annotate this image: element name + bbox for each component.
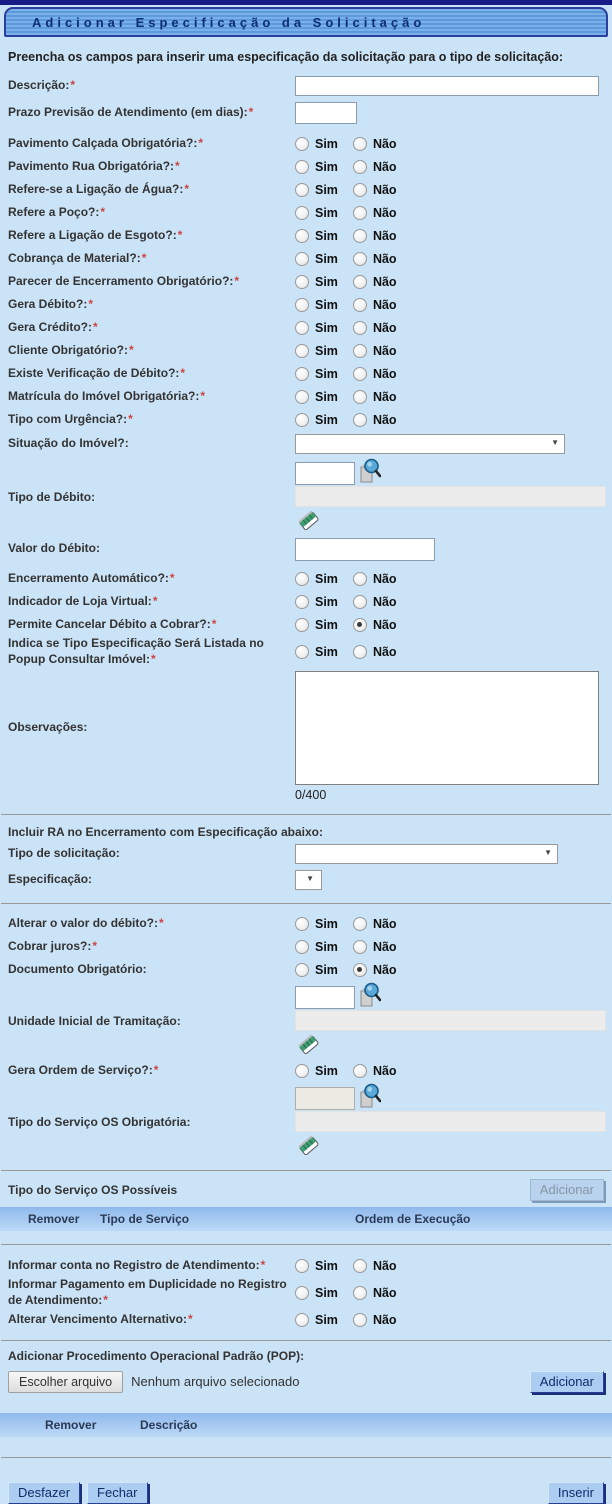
radio-sim[interactable] — [295, 645, 309, 659]
desfazer-button[interactable]: Desfazer — [8, 1482, 80, 1504]
required-asterisk: * — [234, 273, 240, 288]
especificacao-select[interactable] — [295, 870, 322, 890]
field-row: Alterar o valor do débito?:* Sim Não — [8, 915, 397, 931]
field-row: Refere a Poço?:* Sim Não — [8, 204, 397, 220]
required-asterisk: * — [100, 204, 106, 219]
field-row-tipo-debito — [0, 457, 612, 535]
section-title-incluir-ra: Incluir RA no Encerramento com Especificação abaixo: — [8, 825, 323, 839]
required-asterisk: * — [177, 227, 183, 242]
field-label: Informar Pagamento em Duplicidade no Registro de Atendimento: — [8, 1277, 287, 1307]
field-label: Existe Verificação de Débito?: — [8, 365, 180, 380]
eraser-icon[interactable] — [298, 1134, 606, 1158]
radio-sim[interactable] — [295, 137, 309, 151]
field-row: Gera Crédito?:* Sim Não — [8, 319, 397, 335]
tipo-debito-name-field — [295, 486, 606, 507]
radio-nao[interactable] — [353, 275, 367, 289]
chevron-down-icon: ▼ — [551, 438, 559, 447]
adicionar-pop-button[interactable]: Adicionar — [530, 1371, 604, 1393]
column-header-remover: Remover — [28, 1212, 80, 1226]
field-row-especificacao — [0, 867, 612, 893]
radio-nao[interactable] — [353, 1286, 367, 1300]
radio-sim[interactable] — [295, 1064, 309, 1078]
required-asterisk: * — [70, 78, 76, 93]
required-asterisk: * — [175, 158, 180, 173]
radio-sim[interactable] — [295, 1313, 309, 1327]
field-row-tipo-os — [0, 1082, 612, 1160]
pop-file-row — [0, 1371, 612, 1393]
field-row-valor-debito — [0, 535, 612, 563]
field-row: Pavimento Rua Obrigatória?:* Sim Não — [8, 158, 397, 174]
radio-nao[interactable] — [353, 321, 367, 335]
field-label: Especificação: — [8, 872, 93, 887]
field-label: Tipo do Serviço OS Obrigatória: — [8, 1115, 191, 1129]
radio-nao[interactable] — [353, 1064, 367, 1078]
field-label: Indica se Tipo Especificação Será Listada no Popup Consultar Imóvel: — [8, 636, 264, 666]
radio-nao[interactable] — [353, 229, 367, 243]
field-row: Documento Obrigatório: Sim Não — [8, 961, 397, 977]
field-row-gera-os: Gera Ordem de Serviço?:* Sim Não — [8, 1062, 397, 1078]
char-counter: 0/400 — [295, 788, 327, 802]
field-row-descricao — [0, 74, 612, 98]
radio-nao[interactable] — [353, 206, 367, 220]
field-row-situacao — [0, 431, 612, 457]
field-row: Gera Débito?:* Sim Não — [8, 296, 397, 312]
field-label: Refere a Ligação de Esgoto?: — [8, 227, 177, 242]
field-row-prazo — [0, 98, 612, 128]
field-row: Cobrança de Material?:* Sim Não — [8, 250, 397, 266]
field-label: Pavimento Rua Obrigatória?: — [8, 158, 175, 173]
radio-nao[interactable] — [353, 940, 367, 954]
radio-sim[interactable] — [295, 298, 309, 312]
field-label: Indicador de Loja Virtual: — [8, 593, 152, 608]
inserir-button[interactable]: Inserir — [548, 1482, 604, 1504]
required-asterisk: * — [129, 342, 134, 357]
chevron-down-icon: ▼ — [306, 874, 314, 883]
section-divider — [1, 1340, 611, 1341]
required-asterisk: * — [184, 181, 190, 196]
eraser-icon[interactable] — [298, 1033, 606, 1057]
radio-nao[interactable] — [353, 367, 367, 381]
column-header-tipo-servico: Tipo de Serviço — [100, 1212, 190, 1226]
field-label: Tipo de solicitação: — [8, 846, 120, 861]
observacoes-textarea[interactable] — [295, 671, 599, 785]
tipo-debito-code-input[interactable] — [295, 462, 355, 485]
radio-nao[interactable] — [353, 917, 367, 931]
radio-sim[interactable] — [295, 344, 309, 358]
radio-sim[interactable] — [295, 572, 309, 586]
field-row: Cobrar juros?:* Sim Não — [8, 938, 397, 954]
required-asterisk: * — [152, 593, 158, 608]
radio-sim[interactable] — [295, 917, 309, 931]
field-row: Existe Verificação de Débito?:* Sim Não — [8, 365, 397, 381]
field-row: Informar Pagamento em Duplicidade no Registro de Atendimento:* Sim Não — [8, 1277, 397, 1307]
radio-nao[interactable] — [353, 183, 367, 197]
field-row: Matrícula do Imóvel Obrigatória?:* Sim Não — [8, 388, 397, 404]
required-asterisk: * — [128, 411, 133, 426]
required-asterisk: * — [153, 1062, 159, 1077]
radio-label-nao: Não — [372, 136, 397, 151]
required-asterisk: * — [169, 570, 175, 585]
required-asterisk: * — [88, 296, 94, 311]
radio-sim[interactable] — [295, 618, 309, 632]
field-row: Permite Cancelar Débito a Cobrar?:* Sim Não — [8, 616, 397, 632]
required-asterisk: * — [211, 616, 217, 631]
radio-sim[interactable] — [295, 1259, 309, 1273]
required-asterisk: * — [248, 105, 254, 120]
radio-nao[interactable] — [353, 137, 367, 151]
field-row: Indica se Tipo Especificação Será Listada no Popup Consultar Imóvel:* Sim Não — [8, 636, 397, 666]
field-label: Pavimento Calçada Obrigatória?: — [8, 135, 198, 150]
field-row-observacoes — [0, 670, 612, 786]
magnifier-icon[interactable] — [358, 982, 381, 1009]
radio-nao[interactable] — [353, 298, 367, 312]
required-asterisk: * — [141, 250, 147, 265]
field-label: Situação do Imóvel?: — [8, 436, 129, 451]
required-asterisk: * — [151, 652, 156, 666]
page-title: Adicionar Especificação da Solicitação — [32, 14, 426, 30]
required-asterisk: * — [187, 1311, 193, 1326]
radio-nao[interactable] — [353, 645, 367, 659]
field-row-tipo-solicitacao — [0, 841, 612, 867]
field-label: Encerramento Automático?: — [8, 570, 169, 585]
field-label: Tipo com Urgência?: — [8, 411, 128, 426]
radio-sim[interactable] — [295, 390, 309, 404]
field-row: Encerramento Automático?:* Sim Não — [8, 570, 397, 586]
field-row: Informar conta no Registro de Atendimento:* Sim Não — [8, 1257, 397, 1273]
required-asterisk: * — [180, 365, 186, 380]
field-row: Refere a Ligação de Esgoto?:* Sim Não — [8, 227, 397, 243]
top-blue-bar — [0, 0, 612, 5]
section-title-pop: Adicionar Procedimento Operacional Padrão (POP): — [8, 1349, 305, 1364]
fechar-button[interactable]: Fechar — [87, 1482, 147, 1504]
adicionar-os-button[interactable]: Adicionar — [530, 1179, 604, 1201]
field-row-unidade — [0, 981, 612, 1059]
section-divider — [1, 1170, 611, 1171]
radio-nao[interactable] — [353, 1313, 367, 1327]
radio-sim[interactable] — [295, 940, 309, 954]
radio-nao[interactable] — [353, 252, 367, 266]
field-row: Alterar Vencimento Alternativo:* Sim Não — [8, 1311, 397, 1327]
field-label: Gera Crédito?: — [8, 319, 93, 334]
field-row: Refere-se a Ligação de Água?:* Sim Não — [8, 181, 397, 197]
required-asterisk: * — [260, 1257, 266, 1272]
radio-nao[interactable] — [353, 413, 367, 427]
field-row: Parecer de Encerramento Obrigatório?:* Sim Não — [8, 273, 397, 289]
intro-text: Preencha os campos para inserir uma especificação da solicitação para o tipo de solicitação: — [8, 50, 564, 64]
section-title-os-possiveis: Tipo do Serviço OS Possíveis — [8, 1183, 178, 1197]
pop-table-header — [0, 1413, 612, 1437]
radio-sim[interactable] — [295, 183, 309, 197]
field-label: Observações: — [8, 720, 88, 735]
field-label: Alterar o valor do débito?: — [8, 915, 159, 930]
required-asterisk: * — [200, 388, 206, 403]
field-label: Documento Obrigatório: — [8, 961, 147, 976]
radio-sim[interactable] — [295, 963, 309, 977]
radio-sim[interactable] — [295, 367, 309, 381]
field-label: Descrição: — [8, 78, 70, 93]
radio-sim[interactable] — [295, 595, 309, 609]
field-label: Unidade Inicial de Tramitação: — [8, 1014, 181, 1028]
os-table-header — [0, 1207, 612, 1231]
file-status-text: Nenhum arquivo selecionado — [131, 1374, 300, 1390]
field-label: Refere-se a Ligação de Água?: — [8, 181, 184, 196]
magnifier-icon[interactable] — [358, 1083, 381, 1110]
unidade-name-field — [295, 1010, 606, 1031]
valor-debito-input[interactable] — [295, 538, 435, 561]
radio-label-sim: Sim — [315, 136, 338, 151]
descricao-input[interactable] — [295, 76, 599, 96]
field-label: Informar conta no Registro de Atendimento: — [8, 1257, 260, 1272]
radio-nao[interactable] — [353, 160, 367, 174]
radio-sim[interactable] — [295, 229, 309, 243]
field-row: Cliente Obrigatório?:* Sim Não — [8, 342, 397, 358]
field-label: Tipo de Débito: — [8, 490, 96, 504]
tipo-solicitacao-select[interactable] — [295, 844, 558, 864]
field-label: Valor do Débito: — [8, 541, 101, 556]
column-header-remover: Remover — [45, 1417, 97, 1432]
unidade-code-input[interactable] — [295, 986, 355, 1009]
field-label: Matrícula do Imóvel Obrigatória?: — [8, 388, 200, 403]
field-label: Gera Débito?: — [8, 296, 88, 311]
required-asterisk: * — [198, 135, 204, 150]
radio-sim[interactable] — [295, 321, 309, 335]
field-label: Alterar Vencimento Alternativo: — [8, 1311, 187, 1326]
required-asterisk: * — [159, 915, 164, 930]
section-divider — [1, 903, 611, 904]
field-row: Indicador de Loja Virtual:* Sim Não — [8, 593, 397, 609]
radio-sim[interactable] — [295, 1286, 309, 1300]
section-divider — [1, 814, 611, 815]
field-label: Gera Ordem de Serviço?: — [8, 1062, 153, 1077]
page-title-bar — [4, 7, 608, 37]
radio-sim[interactable] — [295, 206, 309, 220]
section-divider — [1, 1457, 611, 1458]
situacao-select[interactable] — [295, 434, 565, 454]
radio-sim[interactable] — [295, 252, 309, 266]
radio-sim[interactable] — [295, 160, 309, 174]
field-label: Cobrança de Material?: — [8, 250, 141, 265]
radio-nao[interactable] — [353, 390, 367, 404]
field-label: Parecer de Encerramento Obrigatório?: — [8, 273, 234, 288]
field-row — [0, 132, 612, 155]
radio-nao[interactable] — [353, 344, 367, 358]
os-section-header — [0, 1179, 612, 1201]
field-label: Permite Cancelar Débito a Cobrar?: — [8, 616, 211, 631]
field-label: Prazo Previsão de Atendimento (em dias): — [8, 105, 248, 120]
field-label: Cobrar juros?: — [8, 938, 92, 953]
field-label: Refere a Poço?: — [8, 204, 100, 219]
radio-nao[interactable] — [353, 963, 367, 977]
column-header-descricao: Descrição — [140, 1417, 198, 1432]
section-divider — [1, 1244, 611, 1245]
tipo-os-code-input — [295, 1087, 355, 1110]
radio-sim[interactable] — [295, 275, 309, 289]
prazo-input[interactable] — [295, 102, 357, 124]
chevron-down-icon: ▼ — [544, 848, 552, 857]
choose-file-button[interactable]: Escolher arquivo — [8, 1371, 123, 1393]
field-label: Cliente Obrigatório?: — [8, 342, 128, 357]
eraser-icon[interactable] — [298, 509, 606, 533]
field-row: Tipo com Urgência?:* Sim Não — [8, 411, 397, 427]
required-asterisk: * — [92, 938, 98, 953]
column-header-ordem-execucao: Ordem de Execução — [355, 1212, 471, 1226]
radio-nao[interactable] — [353, 1259, 367, 1273]
radio-sim[interactable] — [295, 413, 309, 427]
radio-nao[interactable] — [353, 595, 367, 609]
radio-nao[interactable] — [353, 618, 367, 632]
required-asterisk: * — [93, 319, 98, 334]
tipo-os-name-field — [295, 1111, 606, 1132]
radio-nao[interactable] — [353, 572, 367, 586]
magnifier-icon[interactable] — [358, 458, 381, 485]
required-asterisk: * — [103, 1292, 108, 1307]
footer-actions — [0, 1482, 612, 1504]
